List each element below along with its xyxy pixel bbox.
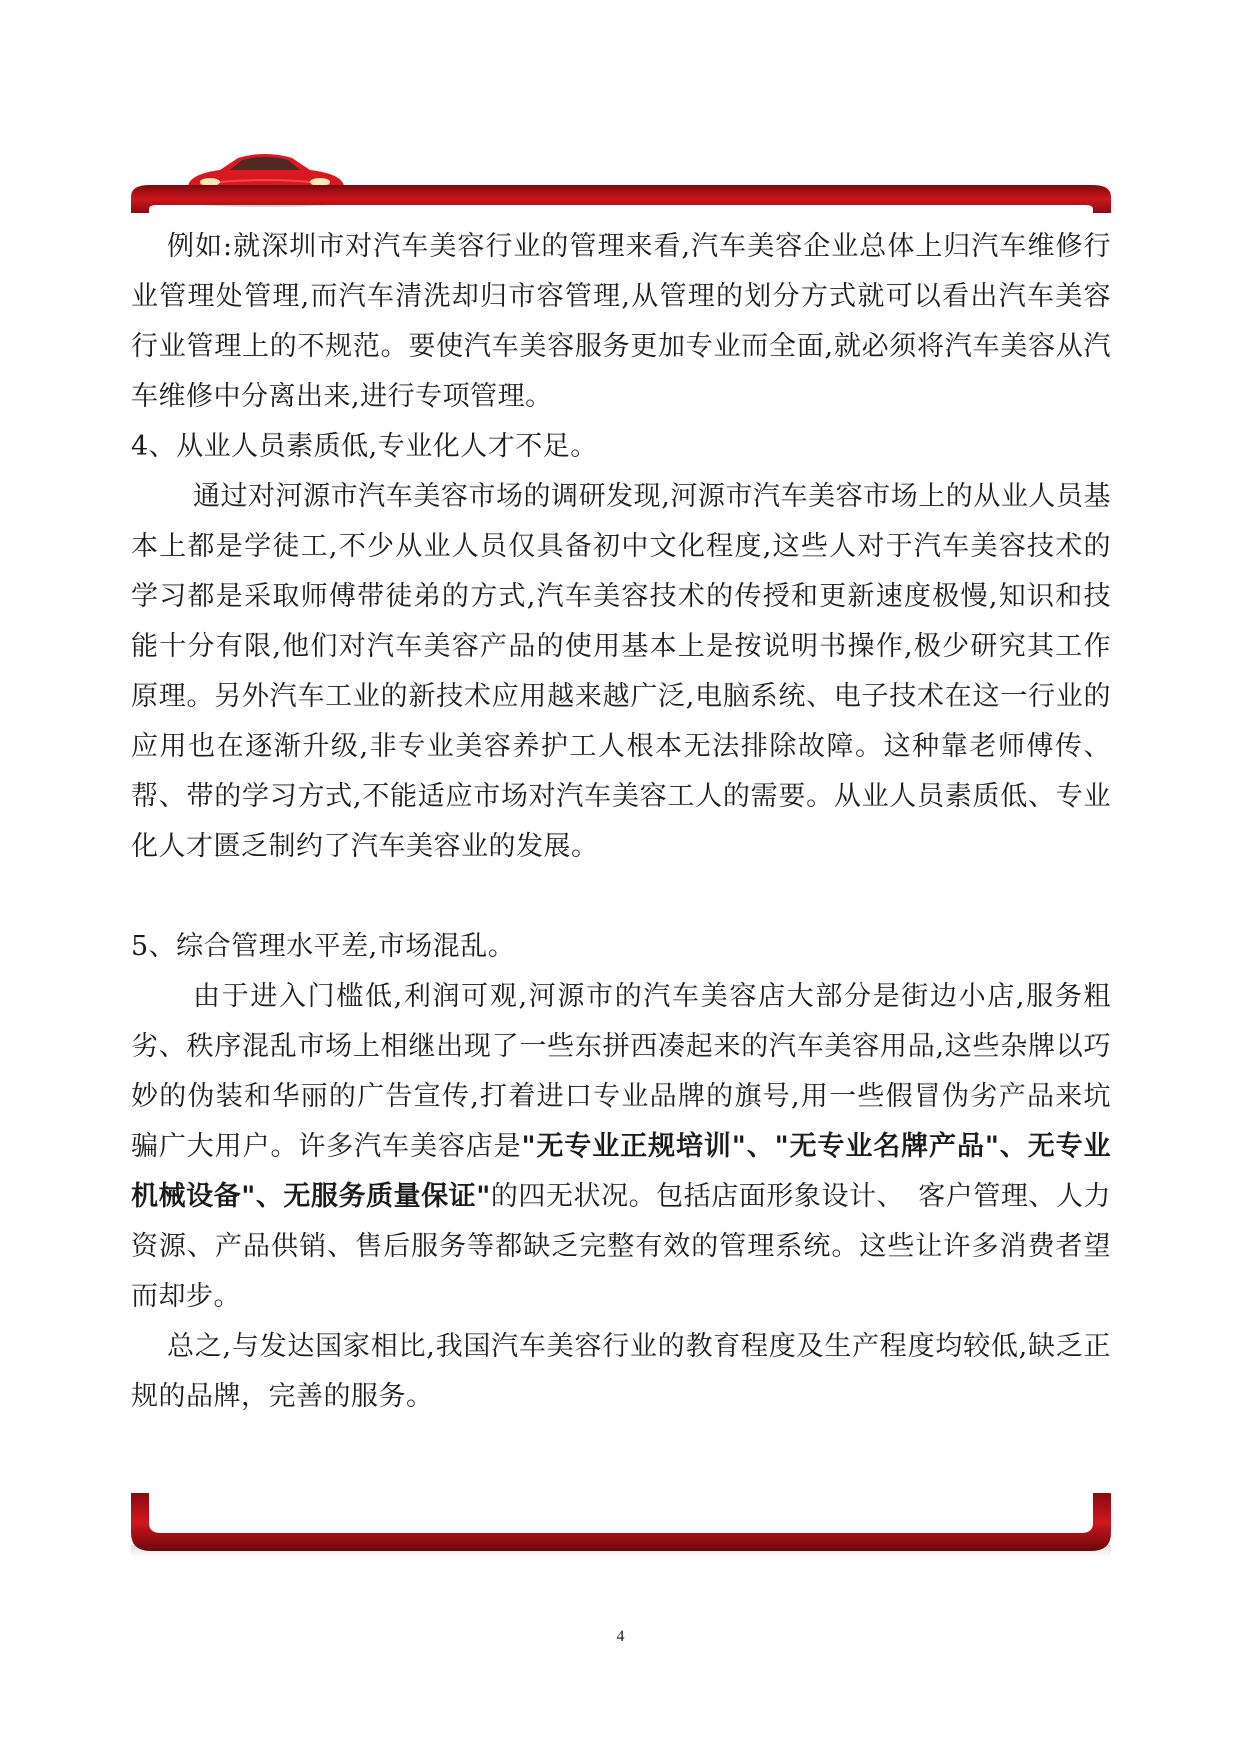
paragraph-shenzhen-example: 例如:就深圳市对汽车美容行业的管理来看,汽车美容企业总体上归汽车维修行业管理处管理,而汽车清洗却归市容管理,从管理的划分方式就可以看出汽车美容行业管理上的不规范。要使汽车美容服务更加专业而全面,就必须将汽车美容从汽车维修中分离出来,进行专项管理。 [131,231,1111,412]
paragraph-heyuan-survey: 通过对河源市汽车美容市场的调研发现,河源市汽车美容市场上的从业人员基本上都是学徒工,不少从业人员仅具备初中文化程度,这些人对于汽车美容技术的学习都是采取师傅带徒弟的方式,汽车美容技术的传授和更新速度极慢,知识和技能十分有限,他们对汽车美容产品的使用基本上是按说明书操作,极少研究其工作原理。另外汽车工业的新技术应用越来越广泛,电脑系统、电子技术在这一行业的应用也在逐渐升级,非专业美容养护工人根本无法排除故障。这种靠老师傅传、帮、带的学习方式,不能适应市场对汽车美容工人的需要。从业人员素质低、专业化人才匮乏制约了汽车美容业的发展。 [131,481,1111,862]
paragraph-market-chaos [131,972,1111,1322]
heading-staff-quality: 4、从业人员素质低,专业化人才不足。 [131,431,598,462]
market-chaos-text: 由于进入门槛低,利润可观,河源市的汽车美容店大部分是街边小店,服务粗劣、秩序混乱市场上相继出现了一些东拼西凑起来的汽车美容用品,这些杂牌以巧妙的伪装和华丽的广告宣传,打着进口专业品牌的旗号,用一些假冒伪劣产品来坑骗广大用户。许多汽车美容店是 [131,981,1111,1162]
four-no-emphasis: "无专业正规培训"、"无专业名牌产品"、无专业机械设备"、无服务质量保证" [131,1131,1111,1212]
heading-management-level: 5、综合管理水平差,市场混乱。 [131,931,516,962]
market-chaos-text-end: 的四无状况。包括店面形象设计、 客户管理、人力资源、产品供销、售后服务等都缺乏完整有效的管理系统。这些让许多消费者望而却步。 [131,1181,1111,1312]
frame-top-border [131,183,1111,213]
paragraph-conclusion: 总之,与发达国家相比,我国汽车美容行业的教育程度及生产程度均较低,缺乏正规的品牌，完善的服务。 [131,1331,1111,1412]
spacer [131,872,1111,922]
document-body [131,222,1111,1422]
page-number: 4 [616,1628,625,1645]
frame-bottom-border [131,1493,1111,1563]
